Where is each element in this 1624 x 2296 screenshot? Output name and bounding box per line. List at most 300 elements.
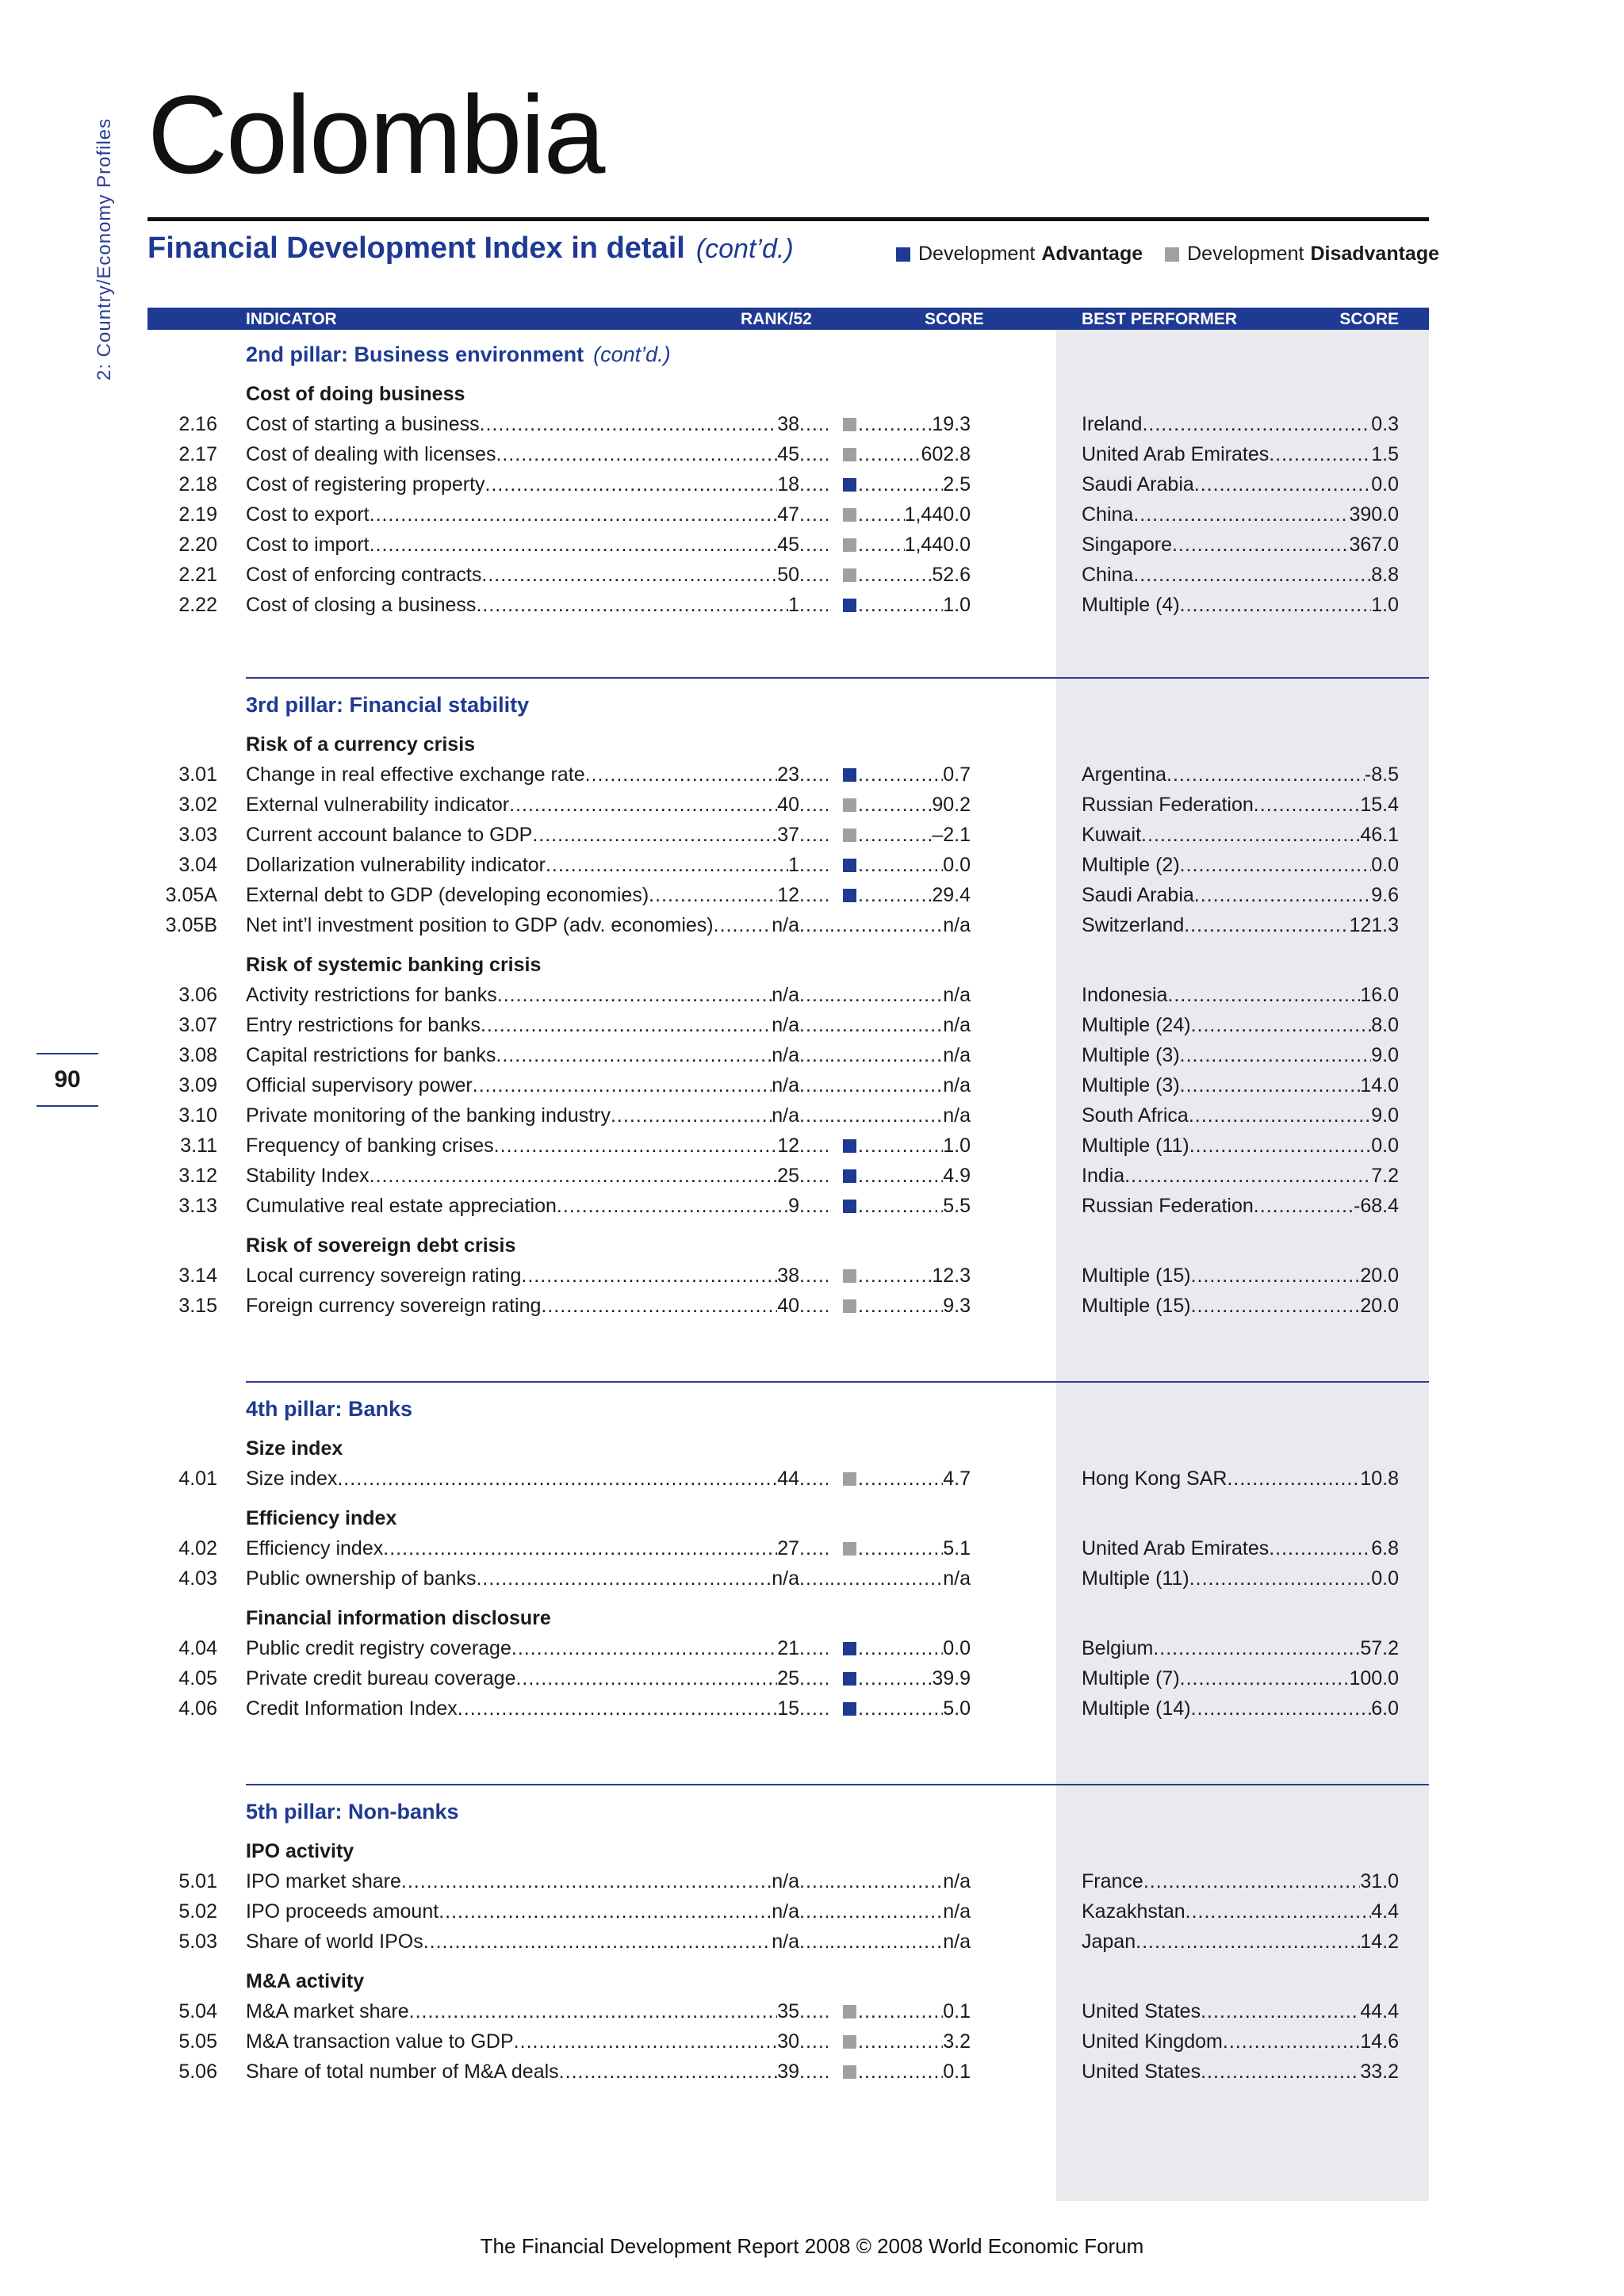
- dot-leader: [858, 499, 905, 530]
- best-performer-leader: [1082, 910, 1399, 940]
- indicator-name: Efficiency index: [246, 1537, 384, 1559]
- indicator-name: Private monitoring of the banking industry: [246, 1104, 611, 1127]
- best-performer-name: Saudi Arabia: [1082, 884, 1194, 906]
- indicator-name-leader: [246, 1100, 799, 1131]
- dot-leader: [829, 1070, 943, 1100]
- dot-leader: [1133, 499, 1349, 530]
- indicator-number: 3.01: [178, 763, 217, 786]
- mark-leader: [799, 1040, 828, 1070]
- mark-leader: [799, 439, 828, 469]
- dot-leader: [799, 1633, 828, 1663]
- disadvantage-square-icon: [843, 798, 856, 812]
- advantage-square-icon: [843, 478, 856, 492]
- best-performer-leader: [1082, 1464, 1399, 1494]
- mark-leader: [799, 1563, 828, 1594]
- indicator-score: 9.3: [943, 1295, 971, 1317]
- indicator-number: 2.21: [178, 564, 217, 586]
- country-title: Colombia: [147, 72, 604, 197]
- score-leader: [829, 980, 971, 1010]
- best-performer-score: 9.6: [1371, 884, 1399, 906]
- legend-disadvantage: [1165, 243, 1439, 266]
- dot-leader: [1269, 439, 1371, 469]
- best-performer-name: Multiple (24): [1082, 1014, 1191, 1036]
- indicator-number: 3.04: [178, 854, 217, 876]
- best-performer-name: China: [1082, 564, 1134, 586]
- best-performer-score: 390.0: [1349, 503, 1399, 526]
- table-row: [147, 409, 1429, 439]
- score-leader: [858, 760, 971, 790]
- indicator-name: External vulnerability indicator: [246, 794, 510, 816]
- header-best-score: SCORE: [1339, 310, 1399, 328]
- best-performer-leader: [1082, 409, 1399, 439]
- best-performer-name: Ireland: [1082, 413, 1143, 435]
- best-performer-score: 100.0: [1349, 1667, 1399, 1689]
- table-row: [147, 1010, 1429, 1040]
- indicator-number: 3.06: [178, 984, 217, 1006]
- group-title: Cost of doing business: [246, 383, 465, 405]
- dot-leader: [1189, 1131, 1372, 1161]
- table-row: [147, 980, 1429, 1010]
- dot-leader: [799, 1693, 828, 1724]
- dot-leader: [829, 1100, 943, 1131]
- best-performer-leader: [1082, 1563, 1399, 1594]
- indicator-name-leader: [246, 820, 799, 850]
- mark-leader: [799, 880, 828, 910]
- dot-leader: [799, 1896, 828, 1927]
- indicator-score: 29.4: [932, 884, 971, 906]
- footer: The Financial Development Report 2008 © 2008 World Economic Forum: [480, 2234, 1144, 2258]
- best-performer-score: 20.0: [1360, 1295, 1399, 1317]
- indicator-name-leader: [246, 1996, 799, 2026]
- dot-leader: [473, 1070, 772, 1100]
- dot-leader: [1143, 1866, 1361, 1896]
- indicator-number: 3.09: [178, 1074, 217, 1096]
- legend-adv-prefix: Development: [918, 243, 1036, 265]
- best-performer-score: 44.4: [1360, 2000, 1399, 2022]
- mark-leader: [799, 1533, 828, 1563]
- indicator-score: 3.2: [943, 2030, 971, 2053]
- dot-leader: [1124, 1161, 1371, 1191]
- best-performer-score: 57.2: [1360, 1637, 1399, 1659]
- mark-leader: [799, 530, 828, 560]
- indicator-rank: 39: [777, 2061, 799, 2083]
- indicator-number: 3.13: [178, 1195, 217, 1217]
- best-performer-score: 8.8: [1371, 564, 1399, 586]
- table-row: [147, 530, 1429, 560]
- best-performer-name: Russian Federation: [1082, 794, 1254, 816]
- dot-leader: [829, 910, 943, 940]
- score-leader: [858, 499, 971, 530]
- dot-leader: [799, 1464, 828, 1494]
- best-performer-name: United Arab Emirates: [1082, 443, 1270, 465]
- indicator-rank: n/a: [772, 1014, 799, 1036]
- dot-leader: [799, 1161, 828, 1191]
- score-leader: [829, 1070, 971, 1100]
- dot-leader: [1223, 2026, 1360, 2057]
- score-leader: [858, 2026, 971, 2057]
- best-performer-name: United States: [1082, 2000, 1201, 2022]
- disadvantage-square-icon: [843, 538, 856, 552]
- table-row: [147, 1070, 1429, 1100]
- best-performer-score: 0.0: [1371, 473, 1399, 496]
- indicator-name: Public credit registry coverage: [246, 1637, 511, 1659]
- header-best-performer: BEST PERFORMER: [1082, 310, 1238, 328]
- page-number-box: [36, 1053, 98, 1107]
- indicator-name: Dollarization vulnerability indicator: [246, 854, 546, 876]
- best-performer-leader: [1082, 1663, 1399, 1693]
- best-performer-leader: [1082, 560, 1399, 590]
- dot-leader: [799, 880, 828, 910]
- score-leader: [829, 1927, 971, 1957]
- best-performer-leader: [1082, 1927, 1399, 1957]
- dot-leader: [799, 409, 828, 439]
- dot-leader: [799, 469, 828, 499]
- dot-leader: [585, 760, 778, 790]
- dot-leader: [799, 980, 828, 1010]
- indicator-name-leader: [246, 790, 799, 820]
- best-performer-name: Multiple (11): [1082, 1567, 1189, 1590]
- indicator-rank: 50: [777, 564, 799, 586]
- pillar-title-text: 4th pillar: Banks: [246, 1397, 413, 1421]
- best-performer-name: United Kingdom: [1082, 2030, 1223, 2053]
- indicator-rank: 25: [777, 1165, 799, 1187]
- best-performer-leader: [1082, 1533, 1399, 1563]
- indicator-name-leader: [246, 1927, 799, 1957]
- dot-leader: [485, 469, 778, 499]
- indicator-rank: n/a: [772, 1870, 799, 1892]
- indicator-name-leader: [246, 1040, 799, 1070]
- dot-leader: [858, 880, 932, 910]
- dot-leader: [799, 1070, 828, 1100]
- best-performer-leader: [1082, 2026, 1399, 2057]
- best-performer-name: Switzerland: [1082, 914, 1185, 936]
- best-performer-leader: [1082, 499, 1399, 530]
- score-leader: [858, 1693, 971, 1724]
- score-leader: [858, 1663, 971, 1693]
- dot-leader: [511, 1633, 777, 1663]
- indicator-rank: 1: [788, 854, 799, 876]
- indicator-score: n/a: [943, 1014, 971, 1036]
- mark-leader: [799, 1927, 828, 1957]
- pillar-title-text: 2nd pillar: Business environment: [246, 342, 584, 366]
- score-leader: [858, 1996, 971, 2026]
- dot-leader: [799, 590, 828, 620]
- score-leader: [858, 1291, 971, 1321]
- best-performer-leader: [1082, 1040, 1399, 1070]
- indicator-name: Net int’l investment position to GDP (adv. economies): [246, 914, 714, 936]
- best-performer-name: Kuwait: [1082, 824, 1142, 846]
- mark-leader: [799, 1070, 828, 1100]
- dot-leader: [409, 1996, 778, 2026]
- dot-leader: [829, 1896, 943, 1927]
- indicator-number: 3.02: [178, 794, 217, 816]
- advantage-square-icon: [896, 247, 910, 262]
- best-performer-name: Hong Kong SAR: [1082, 1468, 1228, 1490]
- dot-leader: [1191, 1010, 1372, 1040]
- best-performer-score: 33.2: [1360, 2061, 1399, 2083]
- best-performer-name: Multiple (4): [1082, 594, 1180, 616]
- table-row: [147, 850, 1429, 880]
- table-row: [147, 590, 1429, 620]
- score-leader: [829, 1100, 971, 1131]
- score-leader: [858, 1191, 971, 1221]
- dot-leader: [858, 760, 943, 790]
- indicator-number: 3.08: [178, 1044, 217, 1066]
- score-leader: [858, 439, 971, 469]
- indicator-rank: 12: [777, 884, 799, 906]
- indicator-rank: n/a: [772, 1044, 799, 1066]
- indicator-name-leader: [246, 1070, 799, 1100]
- score-leader: [829, 910, 971, 940]
- best-performer-score: 0.0: [1371, 854, 1399, 876]
- indicator-number: 5.06: [178, 2061, 217, 2083]
- side-section-label: 2: Country/Economy Profiles: [94, 117, 115, 381]
- indicator-number: 2.17: [178, 443, 217, 465]
- best-performer-name: Belgium: [1082, 1637, 1154, 1659]
- dot-leader: [858, 1261, 932, 1291]
- disadvantage-square-icon: [843, 1542, 856, 1556]
- best-performer-leader: [1082, 530, 1399, 560]
- dot-leader: [370, 499, 778, 530]
- indicator-name: Cost of closing a business: [246, 594, 477, 616]
- best-performer-leader: [1082, 439, 1399, 469]
- dot-leader: [559, 2057, 778, 2087]
- indicator-rank: n/a: [772, 1931, 799, 1953]
- table-row: [147, 910, 1429, 940]
- indicator-name: Foreign currency sovereign rating: [246, 1295, 542, 1317]
- dot-leader: [509, 790, 777, 820]
- dot-leader: [1185, 1896, 1372, 1927]
- table-row: [147, 820, 1429, 850]
- indicator-score: 0.1: [943, 2061, 971, 2083]
- table-row: [147, 1663, 1429, 1693]
- indicator-rank: 45: [777, 443, 799, 465]
- best-performer-score: 46.1: [1360, 824, 1399, 846]
- advantage-square-icon: [843, 1642, 856, 1655]
- dot-leader: [858, 590, 943, 620]
- indicator-rank: 23: [777, 763, 799, 786]
- indicator-rank: n/a: [772, 1567, 799, 1590]
- mark-leader: [799, 820, 828, 850]
- mark-leader: [799, 1261, 828, 1291]
- dot-leader: [541, 1291, 777, 1321]
- dot-leader: [521, 1261, 777, 1291]
- table-row: [147, 1996, 1429, 2026]
- table-row: [147, 760, 1429, 790]
- best-performer-name: India: [1082, 1165, 1125, 1187]
- best-performer-score: 16.0: [1360, 984, 1399, 1006]
- best-performer-name: Multiple (11): [1082, 1135, 1189, 1157]
- dot-leader: [799, 1261, 828, 1291]
- indicator-name-leader: [246, 439, 799, 469]
- best-performer-name: Multiple (15): [1082, 1265, 1191, 1287]
- indicator-score: n/a: [943, 984, 971, 1006]
- best-performer-leader: [1082, 850, 1399, 880]
- indicator-number: 4.01: [178, 1468, 217, 1490]
- indicator-name-leader: [246, 469, 799, 499]
- dot-leader: [858, 850, 943, 880]
- dot-leader: [496, 439, 777, 469]
- indicator-name: Frequency of banking crises: [246, 1135, 494, 1157]
- indicator-number: 4.03: [178, 1567, 217, 1590]
- group-title: Risk of sovereign debt crisis: [246, 1234, 516, 1257]
- legend-adv-bold: Advantage: [1041, 243, 1143, 265]
- indicator-number: 3.05B: [165, 914, 217, 936]
- indicator-number: 5.02: [178, 1900, 217, 1923]
- dot-leader: [1254, 790, 1361, 820]
- pillar-title: [246, 338, 1429, 371]
- score-leader: [858, 850, 971, 880]
- dot-leader: [423, 1927, 772, 1957]
- advantage-square-icon: [843, 1139, 856, 1153]
- mark-leader: [799, 1693, 828, 1724]
- mark-leader: [799, 1291, 828, 1321]
- dot-leader: [858, 790, 932, 820]
- indicator-rank: 21: [777, 1637, 799, 1659]
- indicator-number: 3.10: [178, 1104, 217, 1127]
- indicator-name-leader: [246, 850, 799, 880]
- score-leader: [858, 2057, 971, 2087]
- table-row: [147, 499, 1429, 530]
- indicator-name: Private credit bureau coverage: [246, 1667, 516, 1689]
- score-leader: [858, 820, 971, 850]
- pillar-title-contd: (cont’d.): [593, 342, 671, 366]
- indicator-name: Size index: [246, 1468, 338, 1490]
- dot-leader: [401, 1866, 772, 1896]
- best-performer-score: 1.0: [1371, 594, 1399, 616]
- indicator-number: 3.14: [178, 1265, 217, 1287]
- score-leader: [858, 590, 971, 620]
- indicator-score: 0.0: [943, 1637, 971, 1659]
- dot-leader: [799, 850, 828, 880]
- dot-leader: [799, 1040, 828, 1070]
- indicator-score: n/a: [943, 1900, 971, 1923]
- dot-leader: [514, 2026, 778, 2057]
- indicator-score: 90.2: [932, 794, 971, 816]
- indicator-rank: 37: [777, 824, 799, 846]
- indicator-number: 4.04: [178, 1637, 217, 1659]
- best-performer-leader: [1082, 1896, 1399, 1927]
- dot-leader: [1194, 469, 1371, 499]
- table-row: [147, 560, 1429, 590]
- group-title: Size index: [246, 1437, 343, 1460]
- indicator-number: 3.07: [178, 1014, 217, 1036]
- indicator-rank: n/a: [772, 1104, 799, 1127]
- best-performer-score: 0.0: [1371, 1135, 1399, 1157]
- indicator-name: Cost of starting a business: [246, 413, 480, 435]
- dot-leader: [829, 1563, 943, 1594]
- indicator-name-leader: [246, 1261, 799, 1291]
- disadvantage-square-icon: [843, 1299, 856, 1313]
- best-performer-score: 31.0: [1360, 1870, 1399, 1892]
- table-row: [147, 439, 1429, 469]
- best-performer-leader: [1082, 980, 1399, 1010]
- dot-leader: [1254, 1191, 1354, 1221]
- dot-leader: [858, 439, 921, 469]
- best-performer-leader: [1082, 1131, 1399, 1161]
- disadvantage-square-icon: [843, 2035, 856, 2049]
- indicator-name: Credit Information Index: [246, 1697, 458, 1720]
- dot-leader: [858, 1191, 943, 1221]
- best-performer-name: Multiple (7): [1082, 1667, 1180, 1689]
- pillar-rule: [246, 1381, 1429, 1383]
- table-row: [147, 1291, 1429, 1321]
- table-row: [147, 1866, 1429, 1896]
- indicator-name: Local currency sovereign rating: [246, 1265, 522, 1287]
- indicator-rank: 38: [777, 1265, 799, 1287]
- mark-leader: [799, 1191, 828, 1221]
- group-title: Risk of systemic banking crisis: [246, 954, 542, 976]
- dot-leader: [557, 1191, 788, 1221]
- dot-leader: [1180, 1040, 1372, 1070]
- group-title: IPO activity: [246, 1840, 354, 1862]
- group-title: Risk of a currency crisis: [246, 733, 476, 756]
- indicator-name: Activity restrictions for banks: [246, 984, 497, 1006]
- best-performer-score: 6.0: [1371, 1697, 1399, 1720]
- score-leader: [858, 560, 971, 590]
- mark-leader: [799, 560, 828, 590]
- dot-leader: [858, 1464, 943, 1494]
- indicator-score: n/a: [943, 1567, 971, 1590]
- best-performer-name: South Africa: [1082, 1104, 1189, 1127]
- best-performer-leader: [1082, 1693, 1399, 1724]
- mark-leader: [799, 1633, 828, 1663]
- score-leader: [858, 1131, 971, 1161]
- dot-leader: [481, 560, 777, 590]
- score-leader: [858, 530, 971, 560]
- indicator-name: Cost of dealing with licenses: [246, 443, 496, 465]
- indicator-name-leader: [246, 409, 799, 439]
- indicator-rank: 18: [777, 473, 799, 496]
- indicator-name-leader: [246, 2026, 799, 2057]
- indicator-rank: 12: [777, 1135, 799, 1157]
- dot-leader: [799, 2026, 828, 2057]
- indicator-number: 5.03: [178, 1931, 217, 1953]
- dot-leader: [799, 910, 828, 940]
- indicator-name: Change in real effective exchange rate: [246, 763, 585, 786]
- best-performer-score: 10.8: [1360, 1468, 1399, 1490]
- dot-leader: [1227, 1464, 1360, 1494]
- dot-leader: [799, 1131, 828, 1161]
- dot-leader: [1194, 880, 1371, 910]
- pillar-title-text: 5th pillar: Non-banks: [246, 1800, 459, 1823]
- advantage-square-icon: [843, 1200, 856, 1213]
- dot-leader: [337, 1464, 777, 1494]
- disadvantage-square-icon: [843, 1269, 856, 1283]
- indicator-name-leader: [246, 499, 799, 530]
- mark-leader: [799, 469, 828, 499]
- best-performer-leader: [1082, 760, 1399, 790]
- pillar-title-text: 3rd pillar: Financial stability: [246, 693, 530, 717]
- dot-leader: [476, 590, 788, 620]
- indicator-score: n/a: [943, 1044, 971, 1066]
- title-rule: [147, 217, 1429, 221]
- dot-leader: [799, 1663, 828, 1693]
- score-leader: [829, 1563, 971, 1594]
- indicator-name: Entry restrictions for banks: [246, 1014, 481, 1036]
- indicator-number: 5.04: [178, 2000, 217, 2022]
- disadvantage-square-icon: [843, 568, 856, 582]
- dot-leader: [1201, 1996, 1360, 2026]
- legend-dis-bold: Disadvantage: [1310, 243, 1439, 265]
- indicator-number: 4.06: [178, 1697, 217, 1720]
- dot-leader: [1167, 980, 1360, 1010]
- dot-leader: [799, 1291, 828, 1321]
- table-row: [147, 2057, 1429, 2087]
- indicator-score: 0.7: [943, 763, 971, 786]
- dot-leader: [1201, 2057, 1360, 2087]
- indicator-name: Cost of registering property: [246, 473, 485, 496]
